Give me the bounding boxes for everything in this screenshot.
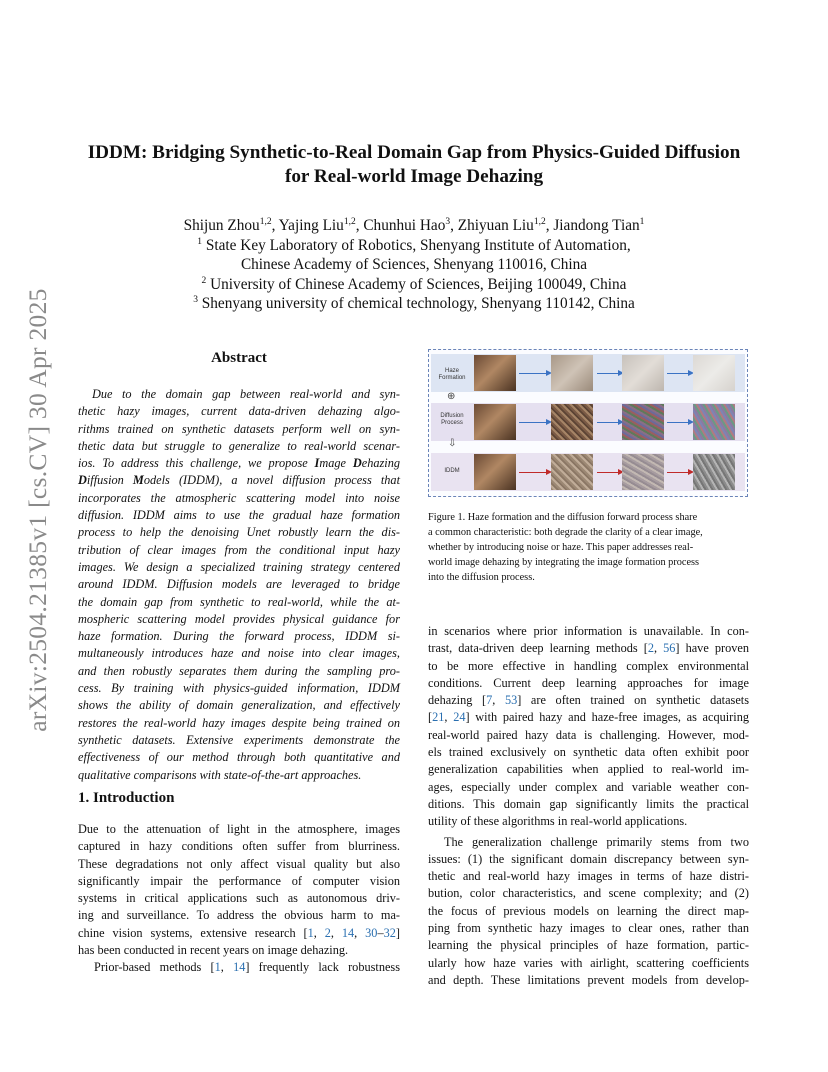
- caption-line: world image dehazing by integrating the image formation process: [428, 557, 700, 568]
- author: Shijun Zhou: [183, 217, 260, 234]
- abstract-line: multaneously introduces haze and noise into clear images,: [78, 646, 400, 661]
- body-line: ping from synthetic hazy images to clear ones, rather than: [428, 921, 749, 936]
- affiliation-text: State Key Laboratory of Robotics, Shenyang Institute of Automation,: [205, 236, 631, 254]
- caption-line: a common characteristic: both degrade the clarity of a clear image,: [428, 527, 703, 538]
- bold-letter: D: [78, 473, 87, 488]
- title-line-2: for Real-world Image Dehazing: [284, 166, 544, 187]
- bold-letter: M: [132, 473, 144, 488]
- intro-line: captured in hazy conditions often suffer from blurriness.: [78, 839, 400, 854]
- abstract-line: effectiveness of our method through both quantitative and: [78, 750, 400, 765]
- abstract-line: around IDDM. Diffusion models are leveraged to bridge: [78, 577, 400, 592]
- text-run: trast, data-driven deep learning methods [: [428, 641, 648, 656]
- caption-line: whether by introducing noise or haze. This paper addresses real-: [428, 542, 694, 553]
- citation-link[interactable]: 1: [307, 925, 314, 940]
- author: Zhiyuan Liu: [457, 217, 534, 234]
- body-line: ages, especially under complex and variable weather con-: [428, 779, 749, 794]
- row-label: IDDM: [444, 468, 460, 474]
- intro-line: Prior-based methods [1, 14] frequently lack robustness: [94, 960, 400, 975]
- hazy-noisy-image-thumb: [693, 454, 735, 490]
- intro-line: ing and surveillance. To address the obvious harm to ma-: [78, 908, 400, 923]
- right-column-body: [428, 623, 749, 989]
- figure-1-caption: [428, 510, 749, 585]
- affiliation-1: [60, 236, 768, 256]
- citation-link[interactable]: 30: [365, 925, 378, 940]
- text-run: ] with paired hazy and haze-free images, as acquiring: [465, 710, 749, 725]
- affil-mark: 1,2: [533, 216, 546, 227]
- clear-image-thumb: [474, 404, 516, 440]
- text-run: odels (IDDM), a novel diffusion process that: [143, 473, 400, 488]
- affil-mark: 1: [639, 216, 645, 227]
- affiliation-2: [60, 275, 768, 295]
- citation-link[interactable]: 2: [647, 641, 654, 656]
- arrow-icon: [519, 472, 547, 473]
- affil-mark: 1,2: [343, 216, 356, 227]
- abstract-line: [78, 455, 400, 472]
- abstract-line: synthetic datasets. Extensive experiments demonstrate the: [78, 732, 400, 747]
- body-line: generalization capabilities when applied to real-world im-: [428, 762, 749, 777]
- noisy-image-thumb: [693, 404, 735, 440]
- body-line: real-world paired hazy data is challenging. However, mod-: [428, 727, 749, 742]
- abstract-line: thetic hazy images, current data-driven dehazing algo-: [78, 404, 400, 419]
- text-run: ] frequently lack robustness: [245, 960, 400, 975]
- citation-link[interactable]: 56: [663, 641, 676, 656]
- body-line: ularly how haze varies with airlight, scattering coefficients: [428, 955, 749, 970]
- body-line: els trained exclusively on synthetic data often exhibit poor: [428, 745, 749, 760]
- text-run: ios. To address this challenge, we propose: [78, 456, 308, 471]
- author: Jiandong Tian: [553, 217, 640, 234]
- citation-link[interactable]: 7: [486, 693, 493, 708]
- abstract-line: mospheric scattering model provides physical guidance for: [78, 611, 400, 626]
- down-arrow-icon: ⇩: [448, 438, 457, 449]
- abstract-line: the domain gap from synthetic to real-world, while the at-: [78, 594, 400, 609]
- abstract-line: tribution of clear images from the conditional input hazy: [78, 542, 400, 557]
- affil-mark: 1: [197, 236, 203, 247]
- body-line: trast, data-driven deep learning methods [2, 56] have proven: [428, 641, 750, 656]
- intro-line: chine vision systems, extensive research [1, 2, 14, 30–32]: [78, 925, 400, 940]
- affil-mark: 3: [193, 294, 198, 305]
- arrow-icon: [667, 422, 689, 423]
- body-line: and depth. These limitations prevent models from develop-: [428, 972, 749, 987]
- body-line: dehazing [7, 53] are often trained on synthetic datasets: [428, 693, 749, 708]
- paper-title: [60, 141, 768, 189]
- abstract-line: shows the ability of domain generalization, and effectively: [78, 698, 400, 713]
- body-line: [21, 24] with paired hazy and haze-free images, as acquiring: [428, 710, 749, 725]
- hazy-noisy-image-thumb: [622, 454, 664, 490]
- abstract-line: diffusion. IDDM aims to use the gradual haze formation: [78, 508, 400, 523]
- body-line: thetic and real-world hazy images in terms of haze distri-: [428, 869, 749, 884]
- text-run: iffusion: [86, 473, 133, 488]
- abstract-line: thetic data but struggle to generalize to real-world scenar-: [78, 438, 400, 453]
- figure-1: [428, 349, 748, 497]
- intro-line: has been conducted in recent years on image dehazing.: [78, 943, 349, 958]
- caption-line: Figure 1. Haze formation and the diffusion forward process share: [428, 512, 698, 523]
- text-run: dehazing [: [428, 693, 487, 708]
- title-line-1: IDDM: Bridging Synthetic-to-Real Domain Gap from Physics-Guided Diffusion: [87, 142, 741, 163]
- abstract-line: Due to the domain gap between real-world and syn-: [92, 387, 400, 401]
- abstract-line: [78, 472, 400, 489]
- text-run: mage: [319, 456, 353, 471]
- author: Yajing Liu: [278, 217, 344, 234]
- abstract-line: and then robustly separates them during the sampling pro-: [78, 663, 400, 678]
- hazy-image-thumb: [622, 355, 664, 391]
- abstract-heading: Abstract: [211, 350, 267, 366]
- citation-link[interactable]: 2: [324, 925, 331, 940]
- affil-mark: 3: [445, 216, 451, 227]
- abstract-line: haze formation. During the forward process, IDDM si-: [78, 629, 400, 644]
- citation-link[interactable]: 1: [214, 960, 221, 975]
- plus-icon: ⊕: [447, 391, 456, 402]
- abstract-line: restores the real-world hazy images despite being trained on: [78, 715, 400, 730]
- abstract-line: incorporates the atmospheric scattering model into noise: [78, 490, 400, 505]
- caption-line: into the diffusion process.: [428, 572, 535, 583]
- author-list: Shijun Zhou$^{1,2}$, Yajing Liu$^{1,2}$, Chunhui Hao$^3$, Zhiyuan Liu$^{1,2}$, Jiandong Tian$^1$: [183, 216, 645, 234]
- noisy-image-thumb: [622, 404, 664, 440]
- citation-link[interactable]: 32: [383, 925, 396, 940]
- intro-heading: 1. Introduction: [78, 790, 175, 806]
- body-line: The generalization challenge primarily stems from two: [444, 834, 749, 849]
- body-line: utility of these algorithms in real-world applications.: [428, 814, 688, 829]
- clear-image-thumb: [474, 355, 516, 391]
- body-line: issues: (1) the significant domain discrepancy between syn-: [428, 851, 749, 866]
- arrow-icon: [667, 373, 689, 374]
- body-line: to be more effective in handling complex environmental: [428, 658, 749, 673]
- noisy-image-thumb: [551, 404, 593, 440]
- hazy-noisy-image-thumb: [551, 454, 593, 490]
- affil-mark: 2: [201, 275, 207, 286]
- hazy-image-thumb: [551, 355, 593, 391]
- author: Chunhui Hao: [363, 217, 446, 234]
- abstract-line: qualitative comparisons with state-of-the-art approaches.: [78, 767, 362, 782]
- citation-link[interactable]: 14: [233, 960, 246, 975]
- intro-line: These degradations not only affect visual quality but also: [78, 856, 400, 871]
- body-line: ditions. This domain gap significantly limits the practical: [428, 796, 749, 811]
- text-run: ] are often trained on synthetic datasets: [517, 693, 749, 708]
- arrow-icon: [519, 373, 547, 374]
- abstract-line: process to help the denoising Unet robustly learn the dis-: [78, 525, 400, 540]
- citation-link[interactable]: 21: [432, 710, 445, 725]
- citation-link[interactable]: 53: [504, 693, 518, 708]
- citation-link[interactable]: 24: [453, 710, 466, 725]
- hazy-image-thumb: [693, 355, 735, 391]
- clear-image-thumb: [474, 454, 516, 490]
- abstract-line: cess. By training with physics-guided information, IDDM: [78, 681, 400, 696]
- text-run: chine vision systems, extensive research [: [78, 925, 308, 940]
- abstract-line: rithms trained on synthetic datasets perform well on syn-: [78, 421, 400, 436]
- body-line: the focus of previous models on learning the direct map-: [428, 903, 749, 918]
- abstract-line: images. We design a specialized training strategy centered: [78, 559, 400, 574]
- arrow-icon: [597, 472, 619, 473]
- row-label: Diffusion Process: [440, 413, 464, 426]
- affil-mark: 1,2: [259, 216, 272, 227]
- affiliation-1-cont: Chinese Academy of Sciences, Shenyang 110016, China: [240, 256, 588, 273]
- abstract-body: [78, 386, 400, 784]
- arrow-icon: [597, 373, 619, 374]
- body-line: conditions. Current deep learning approaches for image: [428, 675, 749, 690]
- arrow-icon: [597, 422, 619, 423]
- body-line: learning the physical principles of haze formation, partic-: [428, 938, 749, 953]
- bold-letter: I: [314, 456, 320, 471]
- text-run: ] have proven: [675, 641, 750, 656]
- text-run: Prior-based methods [: [94, 960, 215, 975]
- arxiv-stamp-text: arXiv:2504.21385v1 [cs.CV] 30 Apr 2025: [23, 288, 52, 732]
- author-block: [60, 216, 768, 314]
- intro-body: [78, 821, 400, 977]
- intro-line: systems in critical applications such as autonomous driv-: [78, 891, 400, 906]
- intro-line: significantly impair the performance of computer vision: [78, 873, 400, 888]
- affiliation-text: Shenyang university of chemical technology, Shenyang 110142, China: [201, 295, 635, 312]
- citation-link[interactable]: 14: [341, 925, 355, 940]
- intro-line: Due to the attenuation of light in the atmosphere, images: [78, 822, 400, 836]
- affiliation-3: [60, 294, 768, 314]
- affiliation-text: University of Chinese Academy of Sciences, Beijing 100049, China: [210, 275, 627, 293]
- arrow-icon: [519, 422, 547, 423]
- body-line: in scenarios where prior information is unavailable. In con-: [428, 624, 749, 638]
- bold-letter: D: [352, 456, 362, 471]
- body-line: bution, color characteristics, and scene complexity; and (2): [428, 886, 749, 901]
- row-label: Haze Formation: [438, 368, 466, 381]
- arrow-icon: [667, 472, 689, 473]
- text-run: ehazing: [361, 456, 400, 471]
